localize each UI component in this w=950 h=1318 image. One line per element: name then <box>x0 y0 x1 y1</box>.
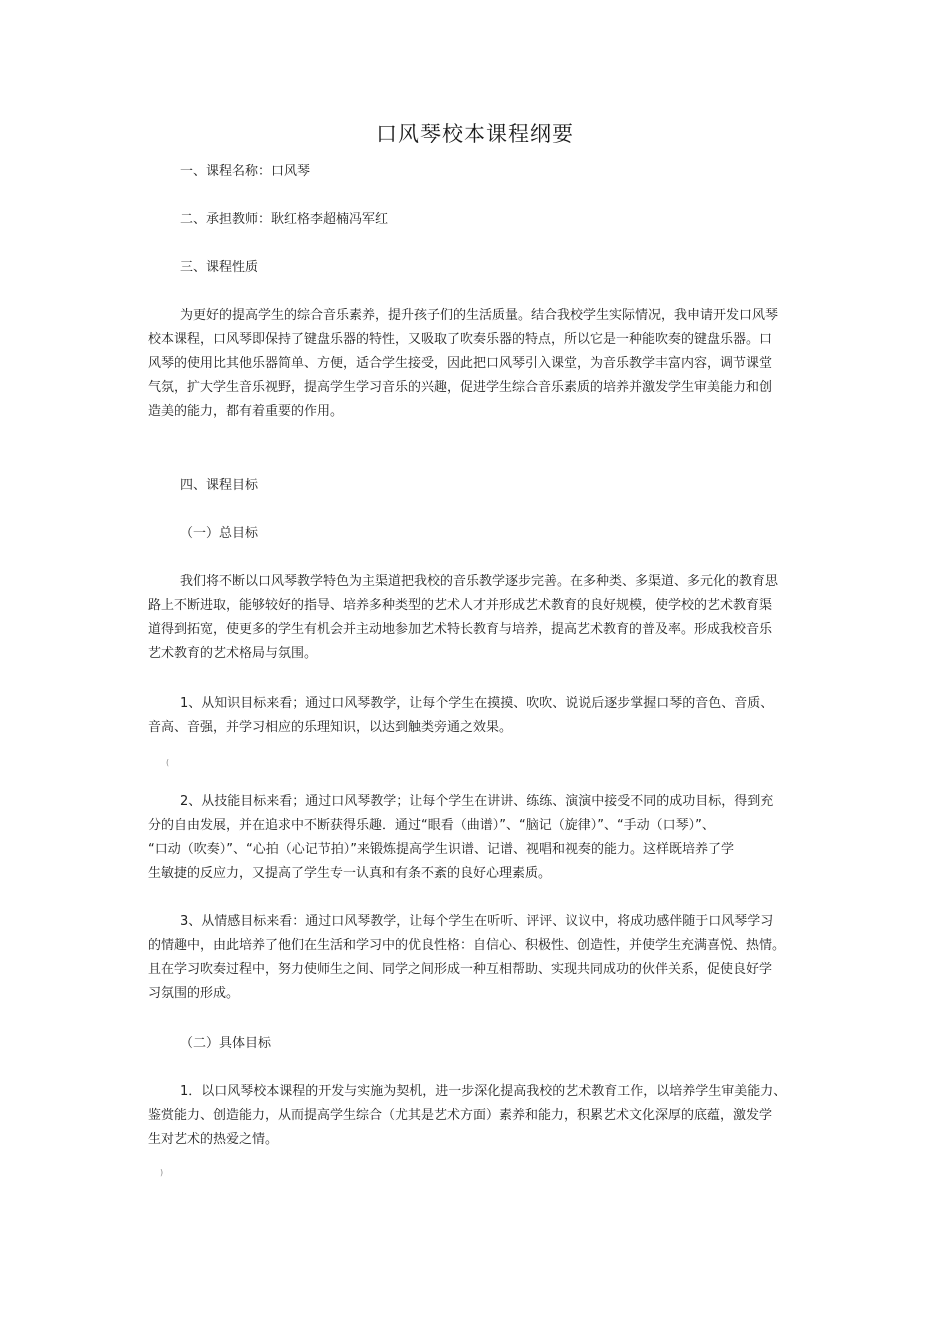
heading-course-nature: 三、课程性质 <box>180 260 259 275</box>
text-line: 分的自由发展，并在追求中不断获得乐趣．通过“眼看（曲谱）”、“脑记（旋律）”、“手动（口琴）”、 <box>148 818 715 833</box>
stray-mark: ( <box>166 758 170 767</box>
text-line: 鉴赏能力、创造能力，从而提高学生综合（尤其是艺术方面）素养和能力，积累艺术文化深厚的底蕴，激发学 <box>148 1108 773 1123</box>
text-line: 我们将不断以口风琴教学特色为主渠道把我校的音乐教学逐步完善。在多种类、多渠道、多元化的教育思 <box>180 574 779 589</box>
heading-course-goals: 四、课程目标 <box>180 478 259 493</box>
stray-mark: ) <box>160 1168 164 1177</box>
text-line: 习氛围的形成。 <box>148 986 240 1001</box>
text-line: 风琴的使用比其他乐器简单、方便，适合学生接受，因此把口风琴引入课堂，为音乐教学丰富内容，调节课堂 <box>148 356 773 371</box>
text-line: 生敏捷的反应力，又提高了学生专一认真和有条不紊的良好心理素质。 <box>148 866 552 881</box>
text-line: 音高、音强，并学习相应的乐理知识，以达到触类旁通之效果。 <box>148 720 513 735</box>
paragraph-specific-goal-1 <box>148 1080 810 1152</box>
text-line: 造美的能力，都有着重要的作用。 <box>148 404 344 419</box>
text-line: 校本课程，口风琴即保持了键盘乐器的特性，又吸取了吹奏乐器的特点，所以它是一种能吹奏的键盘乐器。口 <box>148 332 773 347</box>
text-line: 道得到拓宽，使更多的学生有机会并主动地参加艺术特长教育与培养，提高艺术教育的普及率。形成我校音乐 <box>148 622 773 637</box>
subheading-overall-goal: （一）总目标 <box>180 526 259 541</box>
document-title: 口风琴校本课程纲要 <box>376 122 574 146</box>
text-line: 1、从知识目标来看；通过口风琴教学，让每个学生在摸摸、吹吹、说说后逐步掌握口琴的音色、音质、 <box>180 696 774 711</box>
text-line: 艺术教育的艺术格局与氛围。 <box>148 646 318 661</box>
heading-teachers: 二、承担教师：耿红格李超楠冯军红 <box>180 212 389 227</box>
paragraph-emotion-goal <box>148 910 810 1006</box>
text-line: “口动（吹奏）”、“心拍（心记节拍）”来锻炼提高学生识谱、记谱、视唱和视奏的能力。这样既培养了学 <box>148 842 734 857</box>
paragraph-skill-goal <box>148 790 810 886</box>
paragraph-course-nature <box>148 304 810 424</box>
text-line: 气氛，扩大学生音乐视野，提高学生学习音乐的兴趣，促进学生综合音乐素质的培养并激发学生审美能力和创 <box>148 380 773 395</box>
paragraph-knowledge-goal <box>148 692 810 740</box>
text-line: 生对艺术的热爱之情。 <box>148 1132 279 1147</box>
text-line: 且在学习吹奏过程中，努力使师生之间、同学之间形成一种互相帮助、实现共同成功的伙伴关系，促使良好学 <box>148 962 773 977</box>
text-line: 的情趣中，由此培养了他们在生活和学习中的优良性格：自信心、积极性、创造性，并使学生充满喜悦、热情。 <box>148 938 786 953</box>
text-line: 路上不断进取，能够较好的指导、培养多种类型的艺术人才并形成艺术教育的良好规模，使学校的艺术教育渠 <box>148 598 773 613</box>
paragraph-overall-goal <box>148 570 810 666</box>
text-line: 2、从技能目标来看；通过口风琴教学；让每个学生在讲讲、练练、演演中接受不同的成功目标，得到充 <box>180 794 774 809</box>
text-line: 3、从情感目标来看：通过口风琴教学，让每个学生在听听、评评、议议中，将成功感伴随于口风琴学习 <box>180 914 774 929</box>
heading-course-name: 一、课程名称：口风琴 <box>180 164 311 179</box>
text-line: 为更好的提高学生的综合音乐素养，提升孩子们的生活质量。结合我校学生实际情况，我申请开发口风琴 <box>180 308 779 323</box>
subheading-specific-goal: （二）具体目标 <box>180 1036 272 1051</box>
text-line: 1．以口风琴校本课程的开发与实施为契机，进一步深化提高我校的艺术教育工作，以培养学生审美能力、 <box>180 1084 787 1099</box>
